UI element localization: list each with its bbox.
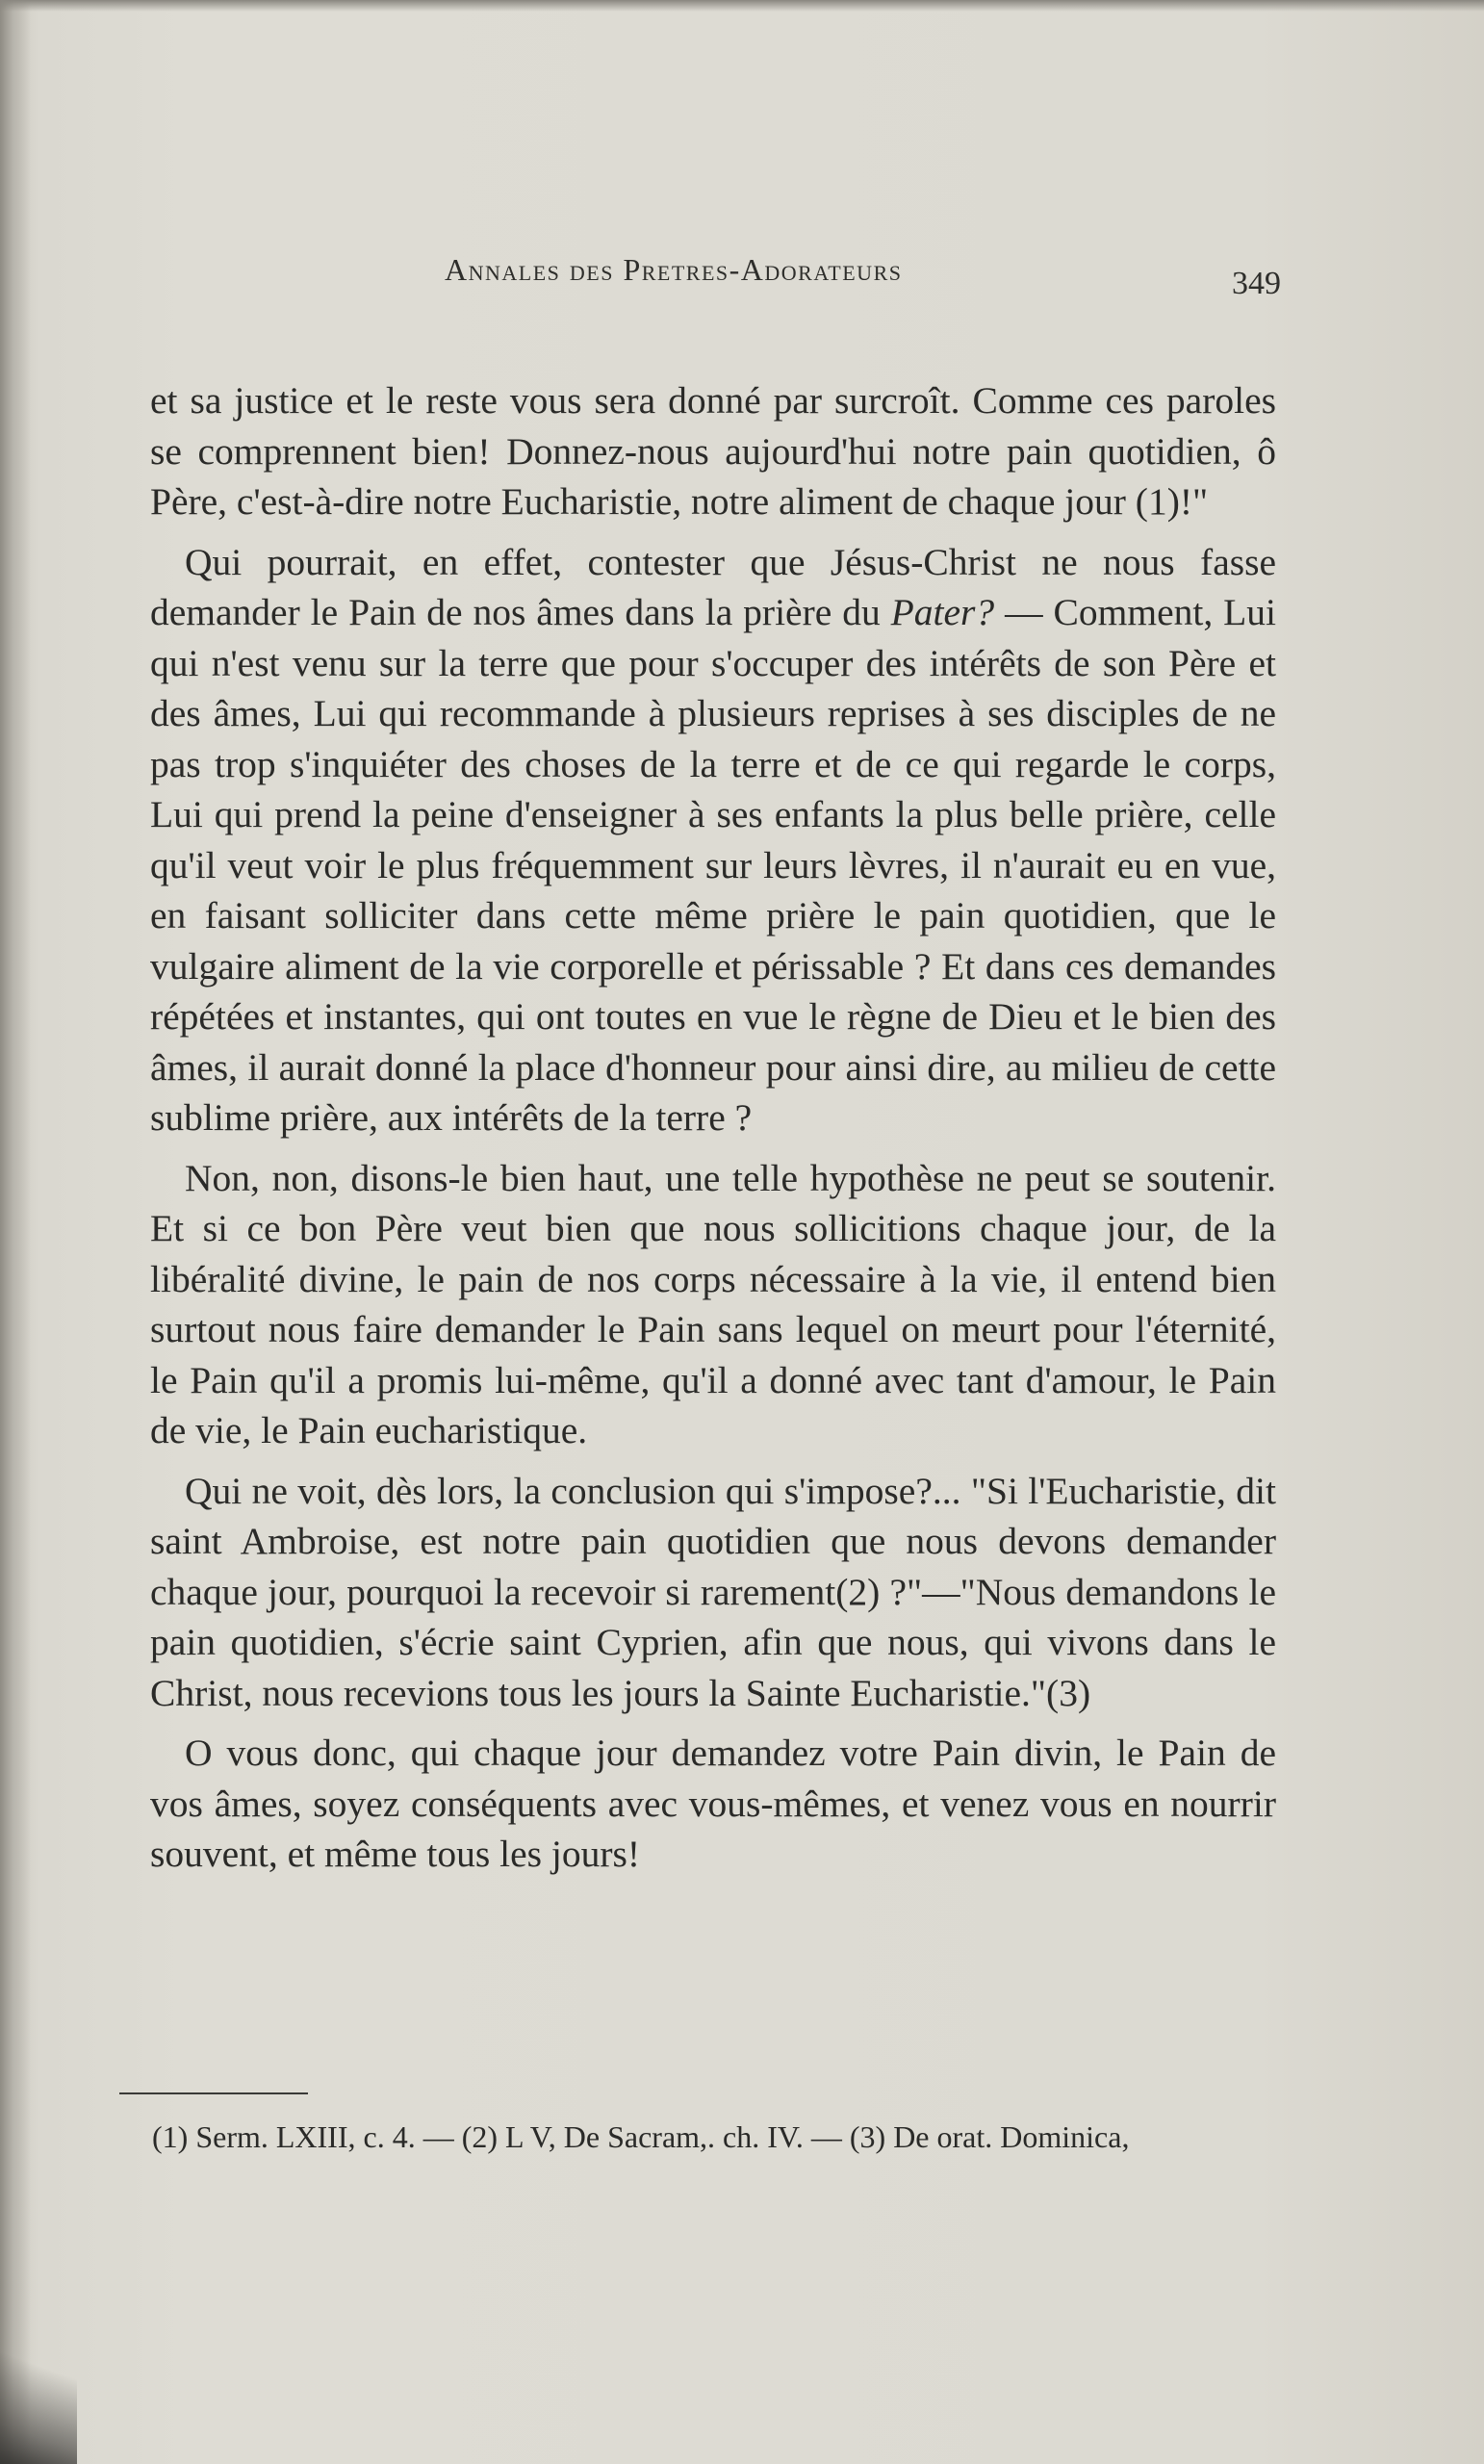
paragraph-3: Non, non, disons-le bien haut, une telle hypothèse ne peut se soutenir. Et si ce bon Père veut bien que nous sollicitions chaque jour, de la libéralité divine, le pain de nos corps nécessaire à la vie, il entend bien surtout nous faire demander le Pain sans lequel on meurt pour l'éternité, le Pain qu'il a promis lui-même, qu'il a donné avec tant d'amour, le Pain de vie, le Pain eucharistique.	[150, 1156, 1276, 1451]
footnotes	[119, 2114, 1268, 2160]
running-head: Annales des Pretres-Adorateurs	[445, 252, 903, 287]
footnote-text: (1) Serm. LXIII, c. 4. — (2) L V, De Sacram,. ch. IV. — (3) De orat. Dominica,	[152, 2119, 1130, 2154]
paragraph-2-part-2: — Comment, Lui qui n'est venu sur la terre que pour s'occuper des intérêts de son Père et des âmes, Lui qui recommande à plusieurs reprises à ses disciples de ne pas trop s'inquiéter des choses de la terre et de ce qui regarde le corps, Lui qui prend la peine d'enseigner à ses enfants la plus belle prière, celle qu'il veut voir le plus fréquemment sur leurs lèvres, il n'aurait eu en vue, en faisant solliciter dans cette même prière le pain quotidien, que le vulgaire aliment de la vie corporelle et périssable ? Et dans ces demandes répétées et instantes, qui ont toutes en vue le règne de Dieu et le bien des âmes, il aurait donné la place d'honneur pour ainsi dire, au milieu de cette sublime prière, aux intérêts de la terre ?	[150, 591, 1276, 1139]
paragraph-2	[150, 537, 1276, 1143]
footnote-rule	[119, 2092, 308, 2094]
paragraph-2-part-1: Qui pourrait, en effet, contester que Jésus-Christ ne nous fasse demander le Pain de nos âmes dans la prière du	[150, 540, 1276, 633]
binding-shadow	[0, 0, 31, 2464]
page-number: 349	[1232, 266, 1281, 301]
paragraph-1: et sa justice et le reste vous sera donné par surcroît. Comme ces paroles se comprennent bien! Donnez-nous aujourd'hui notre pain quotidien, ô Père, c'est-à-dire notre Eucharistie, notre aliment de chaque jour (1)!"	[150, 379, 1276, 523]
body-text	[150, 375, 1276, 1880]
page-corner-shadow	[0, 2348, 77, 2464]
paragraph-5: O vous donc, qui chaque jour demandez votre Pain divin, le Pain de vos âmes, soyez conséquents avec vous-mêmes, et venez vous en nourrir souvent, et même tous les jours!	[150, 1732, 1276, 1875]
paragraph-4: Qui ne voit, dès lors, la conclusion qui s'impose?... "Si l'Eucharistie, dit saint Ambroise, est notre pain quotidien que nous devons demander chaque jour, pourquoi la recevoir si rarement(2) ?"—"Nous demandons le pain quotidien, s'écrie saint Cyprien, afin que nous, qui vivons dans le Christ, nous recevions tous les jours la Sainte Eucharistie."(3)	[150, 1469, 1276, 1714]
pater-italic: Pater?	[890, 591, 995, 633]
top-edge-shadow	[0, 0, 1484, 12]
